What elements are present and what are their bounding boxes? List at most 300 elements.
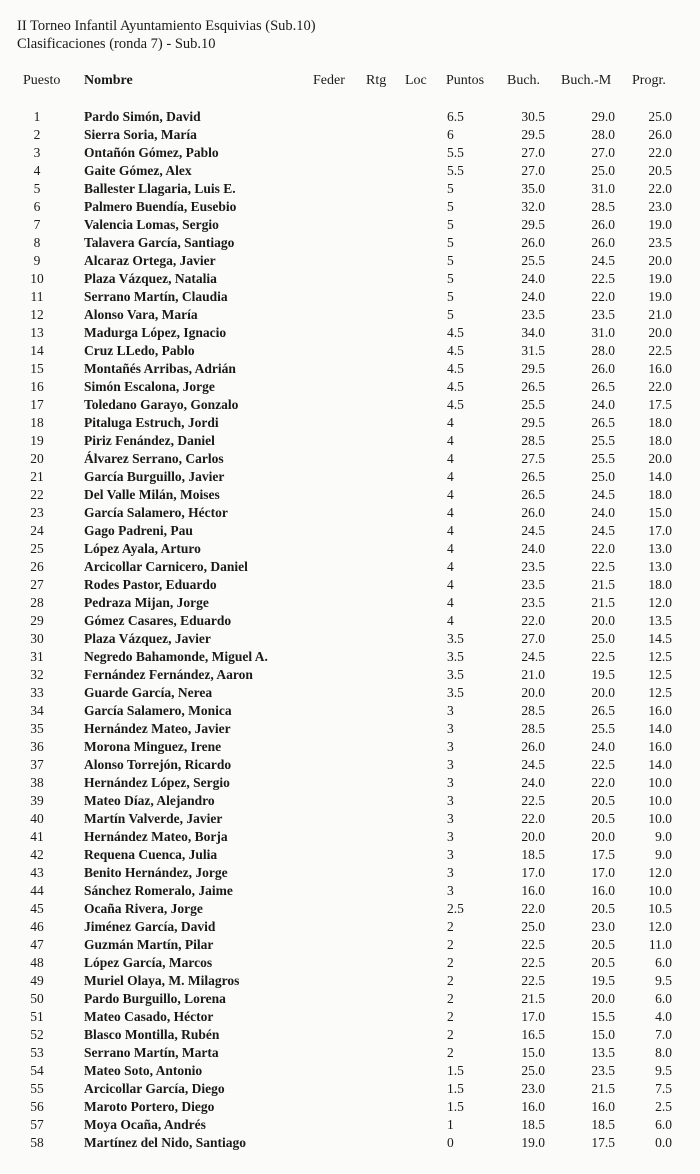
table-row xyxy=(0,324,700,342)
table-row xyxy=(0,486,700,504)
cell-buch: 23.0 xyxy=(521,1081,545,1096)
cell-buch-m: 22.5 xyxy=(591,757,615,772)
table-row xyxy=(0,612,700,630)
cell-buch: 25.5 xyxy=(521,397,545,412)
cell-puntos: 4.5 xyxy=(447,325,464,340)
cell-nombre: Pitaluga Estruch, Jordi xyxy=(84,415,219,430)
cell-nombre: Mateo Soto, Antonio xyxy=(84,1063,203,1078)
cell-puntos: 3 xyxy=(447,883,454,898)
cell-nombre: Plaza Vázquez, Javier xyxy=(84,631,211,646)
cell-puesto: 56 xyxy=(30,1099,44,1114)
cell-progr: 25.0 xyxy=(648,109,672,124)
cell-puesto: 3 xyxy=(33,145,41,160)
cell-nombre: Alonso Torrejón, Ricardo xyxy=(84,757,232,772)
cell-buch: 16.0 xyxy=(521,1099,545,1114)
table-row xyxy=(0,162,700,180)
cell-progr: 20.0 xyxy=(648,253,672,268)
table-row xyxy=(0,450,700,468)
cell-nombre: Pardo Simón, David xyxy=(84,109,201,124)
cell-progr: 19.0 xyxy=(648,217,672,232)
cell-buch-m: 22.5 xyxy=(591,271,615,286)
cell-buch-m: 20.0 xyxy=(591,613,615,628)
cell-buch: 24.0 xyxy=(521,271,545,286)
cell-puntos: 3 xyxy=(447,865,454,880)
cell-buch: 22.5 xyxy=(521,793,545,808)
table-row xyxy=(0,990,700,1008)
cell-nombre: Hernández López, Sergio xyxy=(84,775,230,790)
cell-buch-m: 20.5 xyxy=(591,901,615,916)
document-title: II Torneo Infantil Ayuntamiento Esquivias (Sub.10) xyxy=(17,18,316,34)
cell-progr: 14.0 xyxy=(648,757,672,772)
cell-nombre: Montañés Arribas, Adrián xyxy=(84,361,236,376)
cell-progr: 10.0 xyxy=(648,883,672,898)
header-buch-m: Buch.-M xyxy=(561,73,612,88)
cell-puesto: 28 xyxy=(30,595,44,610)
cell-nombre: García Salamero, Héctor xyxy=(84,505,228,520)
cell-buch: 28.5 xyxy=(521,721,545,736)
cell-buch: 25.5 xyxy=(521,253,545,268)
table-row xyxy=(0,702,700,720)
cell-puntos: 6.5 xyxy=(447,109,464,124)
cell-nombre: García Salamero, Monica xyxy=(84,703,232,718)
cell-nombre: Moya Ocaña, Andrés xyxy=(84,1117,206,1132)
cell-buch: 35.0 xyxy=(521,181,545,196)
cell-puesto: 6 xyxy=(33,199,41,214)
cell-puesto: 29 xyxy=(30,613,44,628)
cell-progr: 6.0 xyxy=(655,991,672,1006)
cell-buch: 20.0 xyxy=(521,829,545,844)
cell-puntos: 0 xyxy=(447,1135,454,1150)
cell-progr: 13.0 xyxy=(648,541,672,556)
cell-nombre: Alonso Vara, María xyxy=(84,307,198,322)
cell-progr: 14.0 xyxy=(648,469,672,484)
cell-puesto: 1 xyxy=(33,109,41,124)
cell-progr: 18.0 xyxy=(648,577,672,592)
cell-buch-m: 24.5 xyxy=(591,523,615,538)
cell-puntos: 2 xyxy=(447,955,454,970)
cell-puesto: 18 xyxy=(30,415,44,430)
cell-progr: 4.0 xyxy=(655,1009,672,1024)
cell-puesto: 23 xyxy=(30,505,44,520)
cell-puntos: 3 xyxy=(447,793,454,808)
cell-buch-m: 24.0 xyxy=(591,397,615,412)
cell-puesto: 19 xyxy=(30,433,44,448)
cell-buch: 15.0 xyxy=(521,1045,545,1060)
cell-progr: 18.0 xyxy=(648,487,672,502)
cell-progr: 18.0 xyxy=(648,433,672,448)
cell-buch-m: 17.0 xyxy=(591,865,615,880)
cell-nombre: Gago Padreni, Pau xyxy=(84,523,193,538)
cell-progr: 14.5 xyxy=(648,631,672,646)
cell-puntos: 1.5 xyxy=(447,1063,464,1078)
cell-buch-m: 22.5 xyxy=(591,649,615,664)
cell-progr: 10.0 xyxy=(648,811,672,826)
cell-buch-m: 20.5 xyxy=(591,793,615,808)
cell-buch-m: 17.5 xyxy=(591,1135,615,1150)
cell-puesto: 49 xyxy=(30,973,44,988)
cell-nombre: Muriel Olaya, M. Milagros xyxy=(84,973,240,988)
cell-buch: 22.0 xyxy=(521,811,545,826)
cell-buch-m: 25.0 xyxy=(591,469,615,484)
cell-buch: 23.5 xyxy=(521,577,545,592)
cell-nombre: Mateo Casado, Héctor xyxy=(84,1009,214,1024)
cell-puesto: 5 xyxy=(33,181,41,196)
cell-progr: 23.5 xyxy=(648,235,672,250)
cell-buch: 16.0 xyxy=(521,883,545,898)
cell-progr: 6.0 xyxy=(655,1117,672,1132)
table-row xyxy=(0,576,700,594)
cell-buch-m: 22.0 xyxy=(591,775,615,790)
table-row xyxy=(0,306,700,324)
cell-progr: 19.0 xyxy=(648,271,672,286)
cell-puesto: 33 xyxy=(30,685,44,700)
cell-puntos: 4 xyxy=(447,541,454,556)
cell-buch: 31.5 xyxy=(521,343,545,358)
cell-progr: 26.0 xyxy=(648,127,672,142)
table-row xyxy=(0,792,700,810)
table-row xyxy=(0,1116,700,1134)
table-row xyxy=(0,1044,700,1062)
cell-progr: 9.5 xyxy=(655,973,672,988)
cell-nombre: Benito Hernández, Jorge xyxy=(84,865,228,880)
cell-nombre: Gaite Gómez, Alex xyxy=(84,163,192,178)
cell-nombre: Talavera García, Santiago xyxy=(84,235,235,250)
cell-nombre: Martín Valverde, Javier xyxy=(84,811,223,826)
table-row xyxy=(0,738,700,756)
cell-buch-m: 15.5 xyxy=(591,1009,615,1024)
cell-buch: 21.0 xyxy=(521,667,545,682)
table-row xyxy=(0,270,700,288)
cell-nombre: López García, Marcos xyxy=(84,955,213,970)
cell-nombre: Palmero Buendía, Eusebio xyxy=(84,199,237,214)
cell-buch: 26.5 xyxy=(521,469,545,484)
table-row xyxy=(0,1008,700,1026)
cell-nombre: Piriz Fenández, Daniel xyxy=(84,433,215,448)
cell-puesto: 9 xyxy=(33,253,41,268)
cell-puntos: 2 xyxy=(447,991,454,1006)
cell-nombre: Serrano Martín, Marta xyxy=(84,1045,219,1060)
cell-nombre: Arcicollar Carnicero, Daniel xyxy=(84,559,248,574)
cell-puesto: 24 xyxy=(30,523,44,538)
table-row xyxy=(0,216,700,234)
cell-buch: 16.5 xyxy=(521,1027,545,1042)
cell-buch-m: 24.5 xyxy=(591,487,615,502)
cell-nombre: López Ayala, Arturo xyxy=(84,541,201,556)
cell-puesto: 36 xyxy=(30,739,44,754)
cell-puntos: 4 xyxy=(447,451,454,466)
table-row xyxy=(0,1080,700,1098)
table-row xyxy=(0,630,700,648)
cell-puesto: 14 xyxy=(30,343,44,358)
cell-puntos: 4.5 xyxy=(447,361,464,376)
cell-progr: 13.0 xyxy=(648,559,672,574)
cell-progr: 9.0 xyxy=(655,847,672,862)
cell-puesto: 22 xyxy=(30,487,44,502)
cell-buch: 24.5 xyxy=(521,757,545,772)
cell-buch-m: 20.5 xyxy=(591,955,615,970)
cell-puntos: 3.5 xyxy=(447,631,464,646)
cell-buch: 21.5 xyxy=(521,991,545,1006)
header-nombre: Nombre xyxy=(84,73,133,88)
cell-puntos: 5 xyxy=(447,289,454,304)
cell-nombre: Ontañón Gómez, Pablo xyxy=(84,145,219,160)
cell-puntos: 4 xyxy=(447,559,454,574)
cell-puesto: 43 xyxy=(30,865,44,880)
cell-buch-m: 15.0 xyxy=(591,1027,615,1042)
table-row xyxy=(0,1026,700,1044)
cell-buch: 23.5 xyxy=(521,307,545,322)
cell-progr: 12.0 xyxy=(648,865,672,880)
cell-buch: 29.5 xyxy=(521,217,545,232)
cell-progr: 12.5 xyxy=(648,667,672,682)
table-row xyxy=(0,180,700,198)
cell-puntos: 4 xyxy=(447,577,454,592)
cell-progr: 12.0 xyxy=(648,919,672,934)
table-row xyxy=(0,918,700,936)
table-row xyxy=(0,1062,700,1080)
cell-buch: 24.5 xyxy=(521,649,545,664)
cell-nombre: Jiménez García, David xyxy=(84,919,216,934)
cell-puesto: 27 xyxy=(30,577,44,592)
table-row xyxy=(0,432,700,450)
table-row xyxy=(0,558,700,576)
cell-puntos: 4.5 xyxy=(447,343,464,358)
cell-buch: 29.5 xyxy=(521,127,545,142)
cell-progr: 7.0 xyxy=(655,1027,672,1042)
cell-buch: 20.0 xyxy=(521,685,545,700)
cell-progr: 10.0 xyxy=(648,775,672,790)
cell-nombre: Álvarez Serrano, Carlos xyxy=(84,451,224,466)
cell-buch: 25.0 xyxy=(521,919,545,934)
cell-progr: 0.0 xyxy=(655,1135,672,1150)
cell-buch-m: 25.5 xyxy=(591,433,615,448)
cell-buch: 19.0 xyxy=(521,1135,545,1150)
cell-puntos: 2 xyxy=(447,919,454,934)
table-row xyxy=(0,504,700,522)
cell-buch: 17.0 xyxy=(521,865,545,880)
table-row xyxy=(0,900,700,918)
cell-puntos: 5 xyxy=(447,217,454,232)
cell-puesto: 42 xyxy=(30,847,44,862)
cell-buch: 30.5 xyxy=(521,109,545,124)
cell-puesto: 48 xyxy=(30,955,44,970)
cell-puntos: 4 xyxy=(447,523,454,538)
cell-puntos: 2 xyxy=(447,1045,454,1060)
cell-buch-m: 20.0 xyxy=(591,685,615,700)
cell-buch-m: 26.5 xyxy=(591,703,615,718)
cell-progr: 20.5 xyxy=(648,163,672,178)
table-row xyxy=(0,396,700,414)
cell-puntos: 5 xyxy=(447,307,454,322)
cell-buch-m: 24.0 xyxy=(591,505,615,520)
cell-progr: 22.5 xyxy=(648,343,672,358)
table-row xyxy=(0,684,700,702)
cell-buch-m: 19.5 xyxy=(591,973,615,988)
cell-progr: 9.0 xyxy=(655,829,672,844)
cell-buch-m: 21.5 xyxy=(591,577,615,592)
cell-puntos: 5 xyxy=(447,253,454,268)
cell-progr: 17.0 xyxy=(648,523,672,538)
cell-nombre: Martínez del Nido, Santiago xyxy=(84,1135,246,1150)
cell-buch-m: 25.5 xyxy=(591,451,615,466)
cell-buch: 22.5 xyxy=(521,955,545,970)
table-row xyxy=(0,846,700,864)
table-row xyxy=(0,954,700,972)
cell-puntos: 5 xyxy=(447,235,454,250)
document-subtitle: Clasificaciones (ronda 7) - Sub.10 xyxy=(17,36,216,52)
cell-puntos: 4.5 xyxy=(447,397,464,412)
table-row xyxy=(0,522,700,540)
cell-buch-m: 22.0 xyxy=(591,289,615,304)
header-feder: Feder xyxy=(313,73,345,88)
cell-buch: 22.0 xyxy=(521,613,545,628)
cell-nombre: Valencia Lomas, Sergio xyxy=(84,217,219,232)
cell-buch: 25.0 xyxy=(521,1063,545,1078)
cell-progr: 20.0 xyxy=(648,451,672,466)
header-loc: Loc xyxy=(405,73,427,88)
header-puesto: Puesto xyxy=(23,73,61,88)
cell-puntos: 3 xyxy=(447,703,454,718)
cell-puntos: 3 xyxy=(447,775,454,790)
cell-puesto: 10 xyxy=(30,271,44,286)
cell-buch-m: 28.0 xyxy=(591,343,615,358)
cell-puesto: 35 xyxy=(30,721,44,736)
cell-buch-m: 17.5 xyxy=(591,847,615,862)
cell-buch-m: 31.0 xyxy=(591,325,615,340)
cell-nombre: García Burguillo, Javier xyxy=(84,469,225,484)
cell-progr: 12.0 xyxy=(648,595,672,610)
table-row xyxy=(0,468,700,486)
cell-puntos: 6 xyxy=(447,127,454,142)
cell-puesto: 57 xyxy=(30,1117,44,1132)
table-row xyxy=(0,972,700,990)
cell-buch-m: 23.5 xyxy=(591,307,615,322)
cell-puntos: 3.5 xyxy=(447,649,464,664)
cell-puesto: 40 xyxy=(30,811,44,826)
cell-puesto: 25 xyxy=(30,541,44,556)
table-row xyxy=(0,414,700,432)
cell-buch: 23.5 xyxy=(521,559,545,574)
cell-nombre: Gómez Casares, Eduardo xyxy=(84,613,232,628)
cell-buch-m: 26.0 xyxy=(591,235,615,250)
cell-buch-m: 24.5 xyxy=(591,253,615,268)
cell-buch: 22.5 xyxy=(521,937,545,952)
cell-progr: 22.0 xyxy=(648,181,672,196)
cell-nombre: Madurga López, Ignacio xyxy=(84,325,227,340)
cell-buch: 22.5 xyxy=(521,973,545,988)
cell-puntos: 4 xyxy=(447,613,454,628)
cell-buch: 26.5 xyxy=(521,487,545,502)
table-row xyxy=(0,720,700,738)
cell-puesto: 21 xyxy=(30,469,44,484)
cell-progr: 2.5 xyxy=(655,1099,672,1114)
cell-puesto: 46 xyxy=(30,919,44,934)
cell-puntos: 2 xyxy=(447,1027,454,1042)
cell-puntos: 3 xyxy=(447,829,454,844)
cell-buch-m: 20.0 xyxy=(591,829,615,844)
cell-buch-m: 23.0 xyxy=(591,919,615,934)
cell-puntos: 2 xyxy=(447,973,454,988)
cell-progr: 23.0 xyxy=(648,199,672,214)
cell-nombre: Del Valle Milán, Moises xyxy=(84,487,220,502)
cell-buch: 27.5 xyxy=(521,451,545,466)
cell-nombre: Arcicollar García, Diego xyxy=(84,1081,225,1096)
cell-nombre: Hernández Mateo, Borja xyxy=(84,829,228,844)
cell-nombre: Alcaraz Ortega, Javier xyxy=(84,253,216,268)
cell-buch-m: 29.0 xyxy=(591,109,615,124)
cell-progr: 15.0 xyxy=(648,505,672,520)
cell-puesto: 20 xyxy=(30,451,44,466)
cell-buch-m: 26.0 xyxy=(591,361,615,376)
cell-puesto: 4 xyxy=(33,163,41,178)
standings-table xyxy=(0,108,700,1152)
cell-progr: 9.5 xyxy=(655,1063,672,1078)
cell-puntos: 2 xyxy=(447,937,454,952)
cell-puntos: 3 xyxy=(447,811,454,826)
table-row xyxy=(0,936,700,954)
cell-nombre: Guarde García, Nerea xyxy=(84,685,213,700)
cell-nombre: Requena Cuenca, Julia xyxy=(84,847,218,862)
cell-puesto: 17 xyxy=(30,397,44,412)
table-row xyxy=(0,288,700,306)
cell-puesto: 16 xyxy=(30,379,44,394)
cell-puntos: 4.5 xyxy=(447,379,464,394)
table-row xyxy=(0,144,700,162)
cell-puesto: 44 xyxy=(30,883,44,898)
cell-nombre: Ballester Llagaria, Luis E. xyxy=(84,181,236,196)
cell-puntos: 2.5 xyxy=(447,901,464,916)
cell-buch: 27.0 xyxy=(521,163,545,178)
cell-nombre: Fernández Fernández, Aaron xyxy=(84,667,253,682)
cell-progr: 22.0 xyxy=(648,379,672,394)
cell-nombre: Maroto Portero, Diego xyxy=(84,1099,215,1114)
table-row xyxy=(0,1098,700,1116)
header-progr: Progr. xyxy=(632,73,666,88)
cell-progr: 19.0 xyxy=(648,289,672,304)
cell-buch: 24.0 xyxy=(521,775,545,790)
cell-buch-m: 21.5 xyxy=(591,1081,615,1096)
cell-buch-m: 20.5 xyxy=(591,937,615,952)
cell-puesto: 53 xyxy=(30,1045,44,1060)
cell-puesto: 26 xyxy=(30,559,44,574)
cell-buch-m: 31.0 xyxy=(591,181,615,196)
cell-nombre: Hernández Mateo, Javier xyxy=(84,721,231,736)
cell-buch-m: 20.5 xyxy=(591,811,615,826)
cell-buch-m: 25.5 xyxy=(591,721,615,736)
table-row xyxy=(0,378,700,396)
table-row xyxy=(0,828,700,846)
cell-nombre: Blasco Montilla, Rubén xyxy=(84,1027,220,1042)
cell-puesto: 55 xyxy=(30,1081,44,1096)
cell-buch-m: 28.0 xyxy=(591,127,615,142)
cell-buch: 23.5 xyxy=(521,595,545,610)
cell-progr: 13.5 xyxy=(648,613,672,628)
cell-progr: 20.0 xyxy=(648,325,672,340)
cell-buch-m: 28.5 xyxy=(591,199,615,214)
cell-nombre: Ocaña Rivera, Jorge xyxy=(84,901,203,916)
cell-buch-m: 21.5 xyxy=(591,595,615,610)
cell-buch: 34.0 xyxy=(521,325,545,340)
table-row xyxy=(0,108,700,126)
cell-buch: 24.5 xyxy=(521,523,545,538)
cell-puntos: 4 xyxy=(447,595,454,610)
cell-buch-m: 22.5 xyxy=(591,559,615,574)
cell-puesto: 39 xyxy=(30,793,44,808)
cell-puntos: 4 xyxy=(447,469,454,484)
cell-progr: 17.5 xyxy=(648,397,672,412)
cell-progr: 16.0 xyxy=(648,703,672,718)
cell-progr: 10.5 xyxy=(648,901,672,916)
